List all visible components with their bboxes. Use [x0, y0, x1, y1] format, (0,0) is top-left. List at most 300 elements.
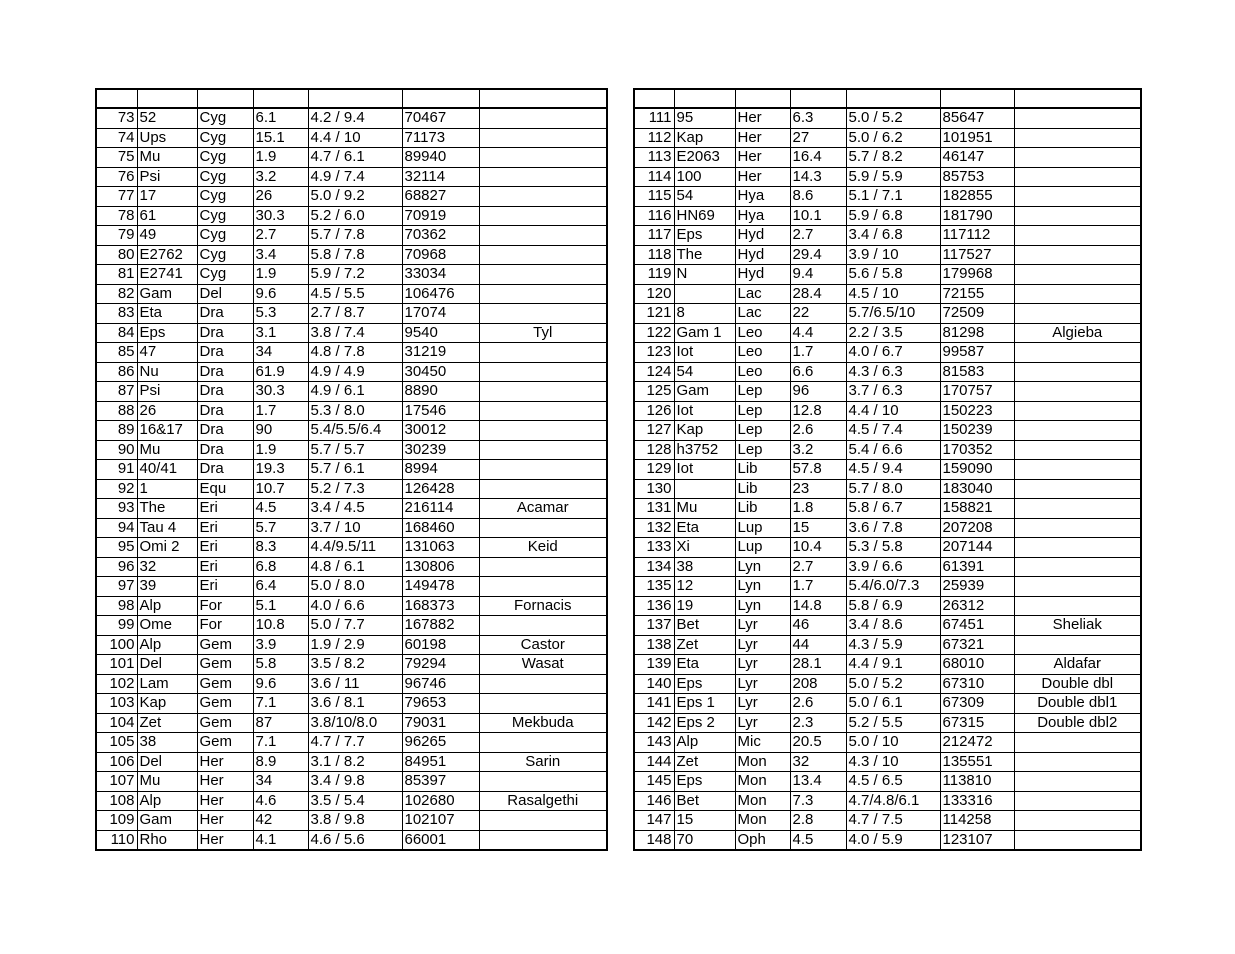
star-designation-cell: Eta [137, 304, 197, 324]
row-number-cell: 123 [634, 343, 674, 363]
separation-cell: 6.8 [253, 557, 308, 577]
row-number-cell: 117 [634, 226, 674, 246]
table-row [96, 187, 607, 207]
magnitudes-cell: 3.1 / 8.2 [308, 752, 402, 772]
separation-cell: 4.4 [790, 323, 846, 343]
sao-number-cell: 212472 [940, 733, 1014, 753]
row-number-cell: 109 [96, 811, 137, 831]
row-number-cell: 102 [96, 674, 137, 694]
table-row [634, 323, 1141, 343]
row-number-cell: 89 [96, 421, 137, 441]
constellation-cell: Lyr [735, 694, 790, 714]
common-name-cell [479, 577, 607, 597]
table-row [634, 148, 1141, 168]
row-number-cell: 75 [96, 148, 137, 168]
star-designation-cell: Eps 1 [674, 694, 735, 714]
sao-number-cell: 99587 [940, 343, 1014, 363]
common-name-cell: Aldafar [1014, 655, 1141, 675]
star-designation-cell: Lam [137, 674, 197, 694]
table-row [634, 616, 1141, 636]
sao-number-cell: 126428 [402, 479, 479, 499]
magnitudes-cell: 3.4 / 4.5 [308, 499, 402, 519]
separation-cell: 15.1 [253, 128, 308, 148]
common-name-cell [479, 265, 607, 285]
header-cell [479, 89, 607, 108]
constellation-cell: Lib [735, 460, 790, 480]
common-name-cell: Mekbuda [479, 713, 607, 733]
sao-number-cell: 168460 [402, 518, 479, 538]
constellation-cell: Hyd [735, 226, 790, 246]
sao-number-cell: 131063 [402, 538, 479, 558]
common-name-cell [1014, 772, 1141, 792]
magnitudes-cell: 4.3 / 5.9 [846, 635, 940, 655]
common-name-cell [479, 362, 607, 382]
magnitudes-cell: 3.8 / 9.8 [308, 811, 402, 831]
magnitudes-cell: 5.8 / 7.8 [308, 245, 402, 265]
row-number-cell: 127 [634, 421, 674, 441]
row-number-cell: 85 [96, 343, 137, 363]
row-number-cell: 143 [634, 733, 674, 753]
sao-number-cell: 31219 [402, 343, 479, 363]
table-row [634, 245, 1141, 265]
sao-number-cell: 79653 [402, 694, 479, 714]
separation-cell: 6.1 [253, 108, 308, 128]
row-number-cell: 105 [96, 733, 137, 753]
sao-number-cell: 81298 [940, 323, 1014, 343]
magnitudes-cell: 3.5 / 8.2 [308, 655, 402, 675]
table-row [634, 733, 1141, 753]
header-cell [940, 89, 1014, 108]
separation-cell: 42 [253, 811, 308, 831]
magnitudes-cell: 5.7 / 8.0 [846, 479, 940, 499]
row-number-cell: 122 [634, 323, 674, 343]
star-designation-cell: Nu [137, 362, 197, 382]
row-number-cell: 92 [96, 479, 137, 499]
row-number-cell: 148 [634, 830, 674, 850]
common-name-cell [479, 557, 607, 577]
separation-cell: 3.1 [253, 323, 308, 343]
header-cell [634, 89, 674, 108]
separation-cell: 2.7 [253, 226, 308, 246]
separation-cell: 2.7 [790, 226, 846, 246]
row-number-cell: 115 [634, 187, 674, 207]
separation-cell: 6.4 [253, 577, 308, 597]
constellation-cell: Gem [197, 713, 253, 733]
star-designation-cell: Tau 4 [137, 518, 197, 538]
table-row [96, 713, 607, 733]
sao-number-cell: 84951 [402, 752, 479, 772]
table-row [634, 362, 1141, 382]
constellation-cell: Eri [197, 518, 253, 538]
separation-cell: 16.4 [790, 148, 846, 168]
sao-number-cell: 170352 [940, 440, 1014, 460]
separation-cell: 10.4 [790, 538, 846, 558]
table-row [96, 596, 607, 616]
magnitudes-cell: 5.1 / 7.1 [846, 187, 940, 207]
constellation-cell: Gem [197, 694, 253, 714]
separation-cell: 34 [253, 772, 308, 792]
common-name-cell [479, 460, 607, 480]
star-designation-cell: 15 [674, 811, 735, 831]
header-cell [197, 89, 253, 108]
table-row [634, 187, 1141, 207]
star-designation-cell: 70 [674, 830, 735, 850]
constellation-cell: Her [735, 108, 790, 128]
table-row [96, 167, 607, 187]
table-row [96, 323, 607, 343]
table-row [634, 206, 1141, 226]
constellation-cell: Cyg [197, 167, 253, 187]
sao-number-cell: 33034 [402, 265, 479, 285]
constellation-cell: Lyr [735, 655, 790, 675]
sao-number-cell: 101951 [940, 128, 1014, 148]
row-number-cell: 104 [96, 713, 137, 733]
table-row [634, 479, 1141, 499]
magnitudes-cell: 1.9 / 2.9 [308, 635, 402, 655]
constellation-cell: Hya [735, 206, 790, 226]
constellation-cell: Her [735, 167, 790, 187]
table-row [634, 538, 1141, 558]
row-number-cell: 112 [634, 128, 674, 148]
constellation-cell: Eri [197, 538, 253, 558]
star-designation-cell: 54 [674, 362, 735, 382]
common-name-cell [1014, 440, 1141, 460]
table-row [96, 577, 607, 597]
constellation-cell: Lep [735, 421, 790, 441]
sao-number-cell: 70467 [402, 108, 479, 128]
star-designation-cell: Eta [674, 655, 735, 675]
table-row [96, 499, 607, 519]
separation-cell: 26 [253, 187, 308, 207]
separation-cell: 2.6 [790, 421, 846, 441]
sao-number-cell: 135551 [940, 752, 1014, 772]
header-cell [790, 89, 846, 108]
table-row [634, 811, 1141, 831]
magnitudes-cell: 4.5 / 9.4 [846, 460, 940, 480]
constellation-cell: Cyg [197, 187, 253, 207]
table-row [96, 616, 607, 636]
table-row [96, 538, 607, 558]
double-star-table-right [633, 88, 1142, 851]
separation-cell: 3.2 [253, 167, 308, 187]
star-designation-cell: 40/41 [137, 460, 197, 480]
magnitudes-cell: 4.4 / 10 [308, 128, 402, 148]
star-designation-cell: 54 [674, 187, 735, 207]
row-number-cell: 111 [634, 108, 674, 128]
row-number-cell: 118 [634, 245, 674, 265]
table-row [96, 752, 607, 772]
constellation-cell: Lep [735, 382, 790, 402]
common-name-cell [1014, 479, 1141, 499]
constellation-cell: Mic [735, 733, 790, 753]
separation-cell: 46 [790, 616, 846, 636]
constellation-cell: Lyr [735, 616, 790, 636]
star-designation-cell: Alp [137, 596, 197, 616]
star-designation-cell: 38 [137, 733, 197, 753]
magnitudes-cell: 5.7/6.5/10 [846, 304, 940, 324]
table-row [96, 674, 607, 694]
constellation-cell: Dra [197, 421, 253, 441]
row-number-cell: 132 [634, 518, 674, 538]
table-row [634, 128, 1141, 148]
row-number-cell: 90 [96, 440, 137, 460]
separation-cell: 2.8 [790, 811, 846, 831]
magnitudes-cell: 3.4 / 9.8 [308, 772, 402, 792]
star-designation-cell: 61 [137, 206, 197, 226]
sao-number-cell: 30239 [402, 440, 479, 460]
common-name-cell [479, 616, 607, 636]
common-name-cell [1014, 635, 1141, 655]
row-number-cell: 138 [634, 635, 674, 655]
constellation-cell: Her [197, 772, 253, 792]
sao-number-cell: 9540 [402, 323, 479, 343]
row-number-cell: 83 [96, 304, 137, 324]
constellation-cell: Cyg [197, 206, 253, 226]
magnitudes-cell: 5.4/5.5/6.4 [308, 421, 402, 441]
row-number-cell: 106 [96, 752, 137, 772]
sao-number-cell: 32114 [402, 167, 479, 187]
constellation-cell: Lyr [735, 674, 790, 694]
sao-number-cell: 67451 [940, 616, 1014, 636]
constellation-cell: Cyg [197, 245, 253, 265]
row-number-cell: 107 [96, 772, 137, 792]
sao-number-cell: 102107 [402, 811, 479, 831]
separation-cell: 1.7 [790, 343, 846, 363]
table-row [96, 733, 607, 753]
row-number-cell: 147 [634, 811, 674, 831]
table-row [96, 343, 607, 363]
sao-number-cell: 114258 [940, 811, 1014, 831]
star-designation-cell: Eps [674, 226, 735, 246]
table-row [96, 382, 607, 402]
table-row [96, 811, 607, 831]
separation-cell: 7.1 [253, 733, 308, 753]
header-cell [137, 89, 197, 108]
star-designation-cell: 12 [674, 577, 735, 597]
magnitudes-cell: 4.7 / 7.5 [846, 811, 940, 831]
star-designation-cell: 16&17 [137, 421, 197, 441]
separation-cell: 57.8 [790, 460, 846, 480]
constellation-cell: Leo [735, 323, 790, 343]
separation-cell: 15 [790, 518, 846, 538]
row-number-cell: 84 [96, 323, 137, 343]
row-number-cell: 82 [96, 284, 137, 304]
star-designation-cell: Alp [137, 635, 197, 655]
common-name-cell [1014, 187, 1141, 207]
common-name-cell [479, 167, 607, 187]
separation-cell: 29.4 [790, 245, 846, 265]
magnitudes-cell: 3.5 / 5.4 [308, 791, 402, 811]
sao-number-cell: 67309 [940, 694, 1014, 714]
star-designation-cell: Ups [137, 128, 197, 148]
separation-cell: 2.7 [790, 557, 846, 577]
row-number-cell: 134 [634, 557, 674, 577]
table-row [96, 479, 607, 499]
row-number-cell: 133 [634, 538, 674, 558]
header-cell [96, 89, 137, 108]
constellation-cell: Dra [197, 382, 253, 402]
separation-cell: 87 [253, 713, 308, 733]
sao-number-cell: 70919 [402, 206, 479, 226]
common-name-cell: Algieba [1014, 323, 1141, 343]
sao-number-cell: 67321 [940, 635, 1014, 655]
sao-number-cell: 170757 [940, 382, 1014, 402]
table-row [634, 499, 1141, 519]
star-designation-cell: Omi 2 [137, 538, 197, 558]
sao-number-cell: 130806 [402, 557, 479, 577]
separation-cell: 13.4 [790, 772, 846, 792]
magnitudes-cell: 4.9 / 7.4 [308, 167, 402, 187]
star-designation-cell: Iot [674, 460, 735, 480]
table-row [96, 557, 607, 577]
star-designation-cell: Gam [137, 811, 197, 831]
table-row [634, 382, 1141, 402]
row-number-cell: 116 [634, 206, 674, 226]
star-designation-cell: Mu [674, 499, 735, 519]
row-number-cell: 126 [634, 401, 674, 421]
common-name-cell [1014, 733, 1141, 753]
sao-number-cell: 67310 [940, 674, 1014, 694]
magnitudes-cell: 5.8 / 6.9 [846, 596, 940, 616]
constellation-cell: Lep [735, 401, 790, 421]
constellation-cell: Dra [197, 343, 253, 363]
constellation-cell: For [197, 616, 253, 636]
sao-number-cell: 17074 [402, 304, 479, 324]
table-row [634, 830, 1141, 850]
separation-cell: 1.9 [253, 148, 308, 168]
sao-number-cell: 25939 [940, 577, 1014, 597]
separation-cell: 9.4 [790, 265, 846, 285]
common-name-cell [1014, 830, 1141, 850]
sao-number-cell: 179968 [940, 265, 1014, 285]
magnitudes-cell: 5.2 / 5.5 [846, 713, 940, 733]
common-name-cell [1014, 148, 1141, 168]
sao-number-cell: 123107 [940, 830, 1014, 850]
common-name-cell [479, 108, 607, 128]
magnitudes-cell: 4.7 / 6.1 [308, 148, 402, 168]
magnitudes-cell: 3.8 / 7.4 [308, 323, 402, 343]
constellation-cell: Cyg [197, 265, 253, 285]
separation-cell: 3.4 [253, 245, 308, 265]
header-cell [1014, 89, 1141, 108]
header-cell [253, 89, 308, 108]
constellation-cell: Hya [735, 187, 790, 207]
common-name-cell: Castor [479, 635, 607, 655]
magnitudes-cell: 3.6 / 7.8 [846, 518, 940, 538]
star-designation-cell: Alp [674, 733, 735, 753]
sao-number-cell: 117112 [940, 226, 1014, 246]
sao-number-cell: 8994 [402, 460, 479, 480]
sao-number-cell: 70362 [402, 226, 479, 246]
header-row [96, 89, 607, 108]
sao-number-cell: 158821 [940, 499, 1014, 519]
separation-cell: 34 [253, 343, 308, 363]
sao-number-cell: 183040 [940, 479, 1014, 499]
separation-cell: 19.3 [253, 460, 308, 480]
row-number-cell: 142 [634, 713, 674, 733]
separation-cell: 9.6 [253, 674, 308, 694]
star-designation-cell: Ome [137, 616, 197, 636]
separation-cell: 44 [790, 635, 846, 655]
star-designation-cell: Eta [674, 518, 735, 538]
common-name-cell [1014, 596, 1141, 616]
constellation-cell: Dra [197, 401, 253, 421]
magnitudes-cell: 5.0 / 10 [846, 733, 940, 753]
magnitudes-cell: 4.5 / 6.5 [846, 772, 940, 792]
separation-cell: 27 [790, 128, 846, 148]
common-name-cell: Acamar [479, 499, 607, 519]
constellation-cell: Gem [197, 635, 253, 655]
row-number-cell: 94 [96, 518, 137, 538]
row-number-cell: 87 [96, 382, 137, 402]
star-designation-cell: Zet [137, 713, 197, 733]
table-row [634, 265, 1141, 285]
separation-cell: 14.3 [790, 167, 846, 187]
common-name-cell [1014, 245, 1141, 265]
star-designation-cell: 49 [137, 226, 197, 246]
common-name-cell [1014, 343, 1141, 363]
table-row [96, 206, 607, 226]
common-name-cell [479, 226, 607, 246]
separation-cell: 10.8 [253, 616, 308, 636]
table-row [96, 460, 607, 480]
star-designation-cell: The [674, 245, 735, 265]
table-row [96, 655, 607, 675]
sao-number-cell: 60198 [402, 635, 479, 655]
star-designation-cell: Iot [674, 343, 735, 363]
constellation-cell: Gem [197, 733, 253, 753]
star-designation-cell: N [674, 265, 735, 285]
row-number-cell: 86 [96, 362, 137, 382]
header-cell [735, 89, 790, 108]
header-row [634, 89, 1141, 108]
magnitudes-cell: 3.6 / 8.1 [308, 694, 402, 714]
separation-cell: 4.1 [253, 830, 308, 850]
magnitudes-cell: 4.5 / 7.4 [846, 421, 940, 441]
magnitudes-cell: 3.9 / 10 [846, 245, 940, 265]
star-designation-cell: E2741 [137, 265, 197, 285]
header-cell [402, 89, 479, 108]
table-row [634, 674, 1141, 694]
double-star-table-left [95, 88, 608, 851]
common-name-cell [1014, 226, 1141, 246]
constellation-cell: Her [735, 148, 790, 168]
separation-cell: 7.3 [790, 791, 846, 811]
magnitudes-cell: 3.7 / 10 [308, 518, 402, 538]
star-designation-cell: Gam [674, 382, 735, 402]
separation-cell: 4.5 [790, 830, 846, 850]
row-number-cell: 81 [96, 265, 137, 285]
constellation-cell: Her [197, 811, 253, 831]
constellation-cell: Mon [735, 752, 790, 772]
table-row [634, 440, 1141, 460]
star-designation-cell: Iot [674, 401, 735, 421]
star-designation-cell: Bet [674, 791, 735, 811]
table-row [634, 304, 1141, 324]
common-name-cell: Sarin [479, 752, 607, 772]
row-number-cell: 95 [96, 538, 137, 558]
row-number-cell: 124 [634, 362, 674, 382]
common-name-cell [1014, 108, 1141, 128]
magnitudes-cell: 3.8/10/8.0 [308, 713, 402, 733]
table-row [634, 596, 1141, 616]
star-designation-cell: Del [137, 655, 197, 675]
common-name-cell [479, 811, 607, 831]
magnitudes-cell: 5.0 / 5.2 [846, 108, 940, 128]
separation-cell: 20.5 [790, 733, 846, 753]
star-designation-cell: 8 [674, 304, 735, 324]
magnitudes-cell: 5.7 / 8.2 [846, 148, 940, 168]
